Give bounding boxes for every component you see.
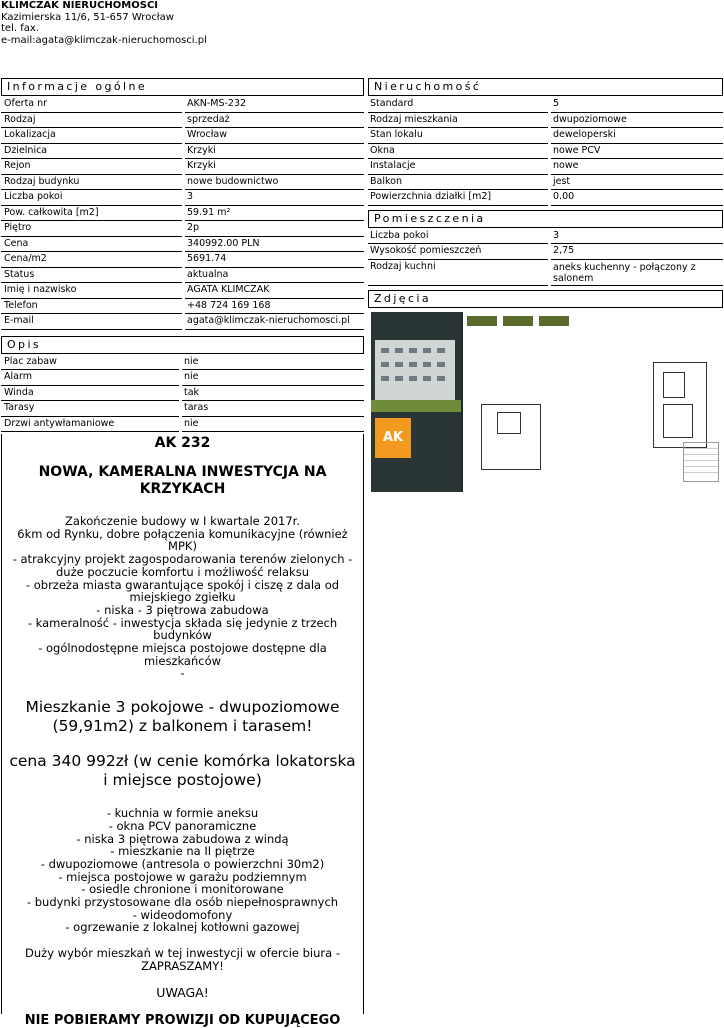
property-row-rodzaj-mieszkania bbox=[368, 113, 723, 129]
agency-header bbox=[1, 0, 207, 46]
opis-row-winda bbox=[1, 386, 364, 402]
property-row-stan-lokalu bbox=[368, 128, 723, 144]
info-value: +48 724 169 168 bbox=[185, 299, 364, 315]
info-label: Imię i nazwisko bbox=[1, 283, 182, 299]
info-table bbox=[1, 97, 364, 330]
opis-row-drzwi-antywlamaniowe bbox=[1, 417, 364, 433]
property-value: jest bbox=[551, 175, 723, 191]
floor-plan-drawing bbox=[463, 312, 723, 492]
photos-heading: Zdjęcia bbox=[368, 290, 723, 308]
description-line: - kuchnia w formie aneksu bbox=[106, 806, 259, 821]
opis-label: Plac zabaw bbox=[1, 355, 179, 371]
rooms-label: Rodzaj kuchni bbox=[368, 260, 548, 286]
rooms-row-rodzaj-kuchni bbox=[368, 260, 723, 286]
property-label: Stan lokalu bbox=[368, 128, 548, 144]
property-row-standard bbox=[368, 97, 723, 113]
description-line: - obrzeża miasta gwarantujące spokój i ciszę z dala od miejskiego zgiełku bbox=[25, 577, 340, 605]
info-label: Liczba pokoi bbox=[1, 190, 182, 206]
property-row-okna bbox=[368, 144, 723, 160]
property-value: nowe bbox=[551, 159, 723, 175]
info-row-rodzaj-budynku bbox=[1, 175, 364, 191]
info-label: Rodzaj bbox=[1, 113, 182, 129]
agency-address: Kazimierska 11/6, 51-657 Wrocław bbox=[1, 11, 174, 23]
property-heading: Nieruchomość bbox=[368, 78, 723, 96]
property-table bbox=[368, 97, 723, 206]
info-value: 5691.74 bbox=[185, 252, 364, 268]
opis-label: Winda bbox=[1, 386, 179, 402]
description-line: - niska - 3 piętrowa zabudowa bbox=[96, 602, 269, 617]
info-label: E-mail bbox=[1, 314, 182, 330]
right-column bbox=[368, 78, 723, 492]
opis-heading: Opis bbox=[1, 336, 364, 354]
agency-name: KLIMCZAK NIERUCHOMOŚCI bbox=[1, 0, 159, 11]
opis-row-tarasy bbox=[1, 401, 364, 417]
apartment-headline: Mieszkanie 3 pokojowe - dwupoziomowe (59,91m2) z balkonem i tarasem! bbox=[25, 698, 340, 735]
property-label: Rodzaj mieszkania bbox=[368, 113, 548, 129]
info-row-pietro bbox=[1, 221, 364, 237]
rooms-row-liczba-pokoi bbox=[368, 229, 723, 245]
description-line: 6km od Rynku, dobre połączenia komunikacyjne (również MPK) bbox=[17, 526, 348, 554]
opis-table bbox=[1, 355, 364, 433]
building-render bbox=[371, 312, 461, 492]
info-value: sprzedaż bbox=[185, 113, 364, 129]
info-value: Krzyki bbox=[185, 144, 364, 160]
info-value: 340992.00 PLN bbox=[185, 237, 364, 253]
property-value: 5 bbox=[551, 97, 723, 113]
description-line: - wideodomofony bbox=[132, 907, 233, 922]
feature-list bbox=[8, 807, 357, 934]
property-value: 0.00 bbox=[551, 190, 723, 206]
description-line: - bbox=[180, 666, 185, 681]
info-label: Dzielnica bbox=[1, 144, 182, 160]
agency-email[interactable]: e-mail:agata@klimczak-nieruchomosci.pl bbox=[1, 34, 207, 46]
property-label: Powierzchnia działki [m2] bbox=[368, 190, 548, 206]
info-heading: Informacje ogólne bbox=[1, 78, 364, 96]
info-row-telefon bbox=[1, 299, 364, 315]
info-label: Rejon bbox=[1, 159, 182, 175]
info-row-lokalizacja bbox=[1, 128, 364, 144]
left-column bbox=[1, 78, 364, 1028]
info-value[interactable]: agata@klimczak-nieruchomosci.pl bbox=[185, 314, 364, 330]
info-row-cena bbox=[1, 237, 364, 253]
rooms-value: 2,75 bbox=[551, 244, 723, 260]
description-box bbox=[1, 434, 364, 1028]
info-label: Cena/m2 bbox=[1, 252, 182, 268]
opis-label: Drzwi antywłamaniowe bbox=[1, 417, 179, 433]
info-row-cena-m2 bbox=[1, 252, 364, 268]
rooms-heading: Pomieszczenia bbox=[368, 210, 723, 228]
info-row-dzielnica bbox=[1, 144, 364, 160]
no-commission-text: NIE POBIERAMY PROWIZJI OD KUPUJĄCEGO bbox=[24, 1013, 341, 1028]
opis-row-plac-zabaw bbox=[1, 355, 364, 371]
property-row-balkon bbox=[368, 175, 723, 191]
info-label: Rodzaj budynku bbox=[1, 175, 182, 191]
info-value: AGATA KLIMCZAK bbox=[185, 283, 364, 299]
description-line: - budynki przystosowane dla osób niepełnosprawnych bbox=[26, 895, 339, 910]
info-row-rodzaj bbox=[1, 113, 364, 129]
description-line: - kameralność - inwestycja składa się jedynie z trzech budynków bbox=[27, 615, 338, 643]
price-headline: cena 340 992zł (w cenie komórka lokatorska i miejsce postojowe) bbox=[9, 752, 356, 789]
rooms-label: Wysokość pomieszczeń bbox=[368, 244, 548, 260]
description-line: - atrakcyjny projekt zagospodarowania terenów zielonych - duże poczucie komfortu i możliwość relaksu bbox=[12, 552, 353, 579]
description-line: - okna PCV panoramiczne bbox=[108, 818, 257, 833]
description-line: Zakończenie budowy w I kwartale 2017r. bbox=[65, 514, 300, 528]
description-line: - mieszkanie na II piętrze bbox=[110, 844, 255, 859]
info-label: Piętro bbox=[1, 221, 182, 237]
info-value: Krzyki bbox=[185, 159, 364, 175]
property-row-powierzchnia-dzialki-m2 bbox=[368, 190, 723, 206]
property-value: deweloperski bbox=[551, 128, 723, 144]
rooms-row-wysokosc-pomieszczen bbox=[368, 244, 723, 260]
info-row-imie-i-nazwisko bbox=[1, 283, 364, 299]
property-value: dwupoziomowe bbox=[551, 113, 723, 129]
info-value: 3 bbox=[185, 190, 364, 206]
info-value: 59.91 m² bbox=[185, 206, 364, 222]
info-row-oferta-nr bbox=[1, 97, 364, 113]
info-row-pow-calkowita-m2 bbox=[1, 206, 364, 222]
description-line: - dwupoziomowe (antresola o powierzchni 30m2) bbox=[40, 856, 325, 871]
opis-label: Tarasy bbox=[1, 401, 179, 417]
info-label: Lokalizacja bbox=[1, 128, 182, 144]
info-label: Pow. całkowita [m2] bbox=[1, 206, 182, 222]
info-value: aktualna bbox=[185, 268, 364, 284]
rooms-label: Liczba pokoi bbox=[368, 229, 548, 245]
property-label: Okna bbox=[368, 144, 548, 160]
opis-value: nie bbox=[182, 370, 364, 386]
description-line: - ogrzewanie z lokalnej kotłowni gazowej bbox=[65, 920, 300, 935]
description-line: - miejsca postojowe w garażu podziemnym bbox=[58, 869, 307, 884]
property-value: nowe PCV bbox=[551, 144, 723, 160]
property-label: Standard bbox=[368, 97, 548, 113]
info-value: AKN-MS-232 bbox=[185, 97, 364, 113]
info-row-status bbox=[1, 268, 364, 284]
opis-row-alarm bbox=[1, 370, 364, 386]
info-label: Oferta nr bbox=[1, 97, 182, 113]
warning-text: UWAGA! bbox=[156, 984, 209, 1000]
property-row-instalacje bbox=[368, 159, 723, 175]
info-label: Status bbox=[1, 268, 182, 284]
rooms-value: aneks kuchenny - połączony z salonem bbox=[551, 260, 723, 286]
info-value: nowe budownictwo bbox=[185, 175, 364, 191]
description-line: - osiedle chronione i monitorowane bbox=[81, 882, 284, 897]
info-value: 2p bbox=[185, 221, 364, 237]
opis-value: nie bbox=[182, 355, 364, 371]
description-paragraph-1 bbox=[8, 515, 357, 680]
description-line: - niska 3 piętrowa zabudowa z windą bbox=[76, 831, 289, 846]
info-row-liczba-pokoi bbox=[1, 190, 364, 206]
description-line: - ogólnodostępne miejsca postojowe dostępne dla mieszkańców bbox=[38, 641, 327, 668]
opis-label: Alarm bbox=[1, 370, 179, 386]
ak-logo: AK bbox=[375, 418, 411, 458]
info-row-rejon bbox=[1, 159, 364, 175]
info-value: Wrocław bbox=[185, 128, 364, 144]
rooms-value: 3 bbox=[551, 229, 723, 245]
opis-value: nie bbox=[182, 417, 364, 433]
info-label: Telefon bbox=[1, 299, 182, 315]
agency-phone: tel. fax. bbox=[1, 23, 39, 34]
choice-text: Duży wybór mieszkań w tej inwestycji w ofercie biura - ZAPRASZAMY! bbox=[25, 946, 340, 973]
offer-code-title: AK 232 bbox=[154, 435, 211, 451]
info-label: Cena bbox=[1, 237, 182, 253]
info-row-e-mail bbox=[1, 314, 364, 330]
property-label: Balkon bbox=[368, 175, 548, 191]
rooms-table bbox=[368, 229, 723, 286]
floor-plan-photo[interactable] bbox=[371, 312, 723, 492]
investment-title: NOWA, KAMERALNA INWESTYCJA NA KRZYKACH bbox=[38, 464, 327, 497]
opis-value: taras bbox=[182, 401, 364, 417]
property-label: Instalacje bbox=[368, 159, 548, 175]
opis-value: tak bbox=[182, 386, 364, 402]
